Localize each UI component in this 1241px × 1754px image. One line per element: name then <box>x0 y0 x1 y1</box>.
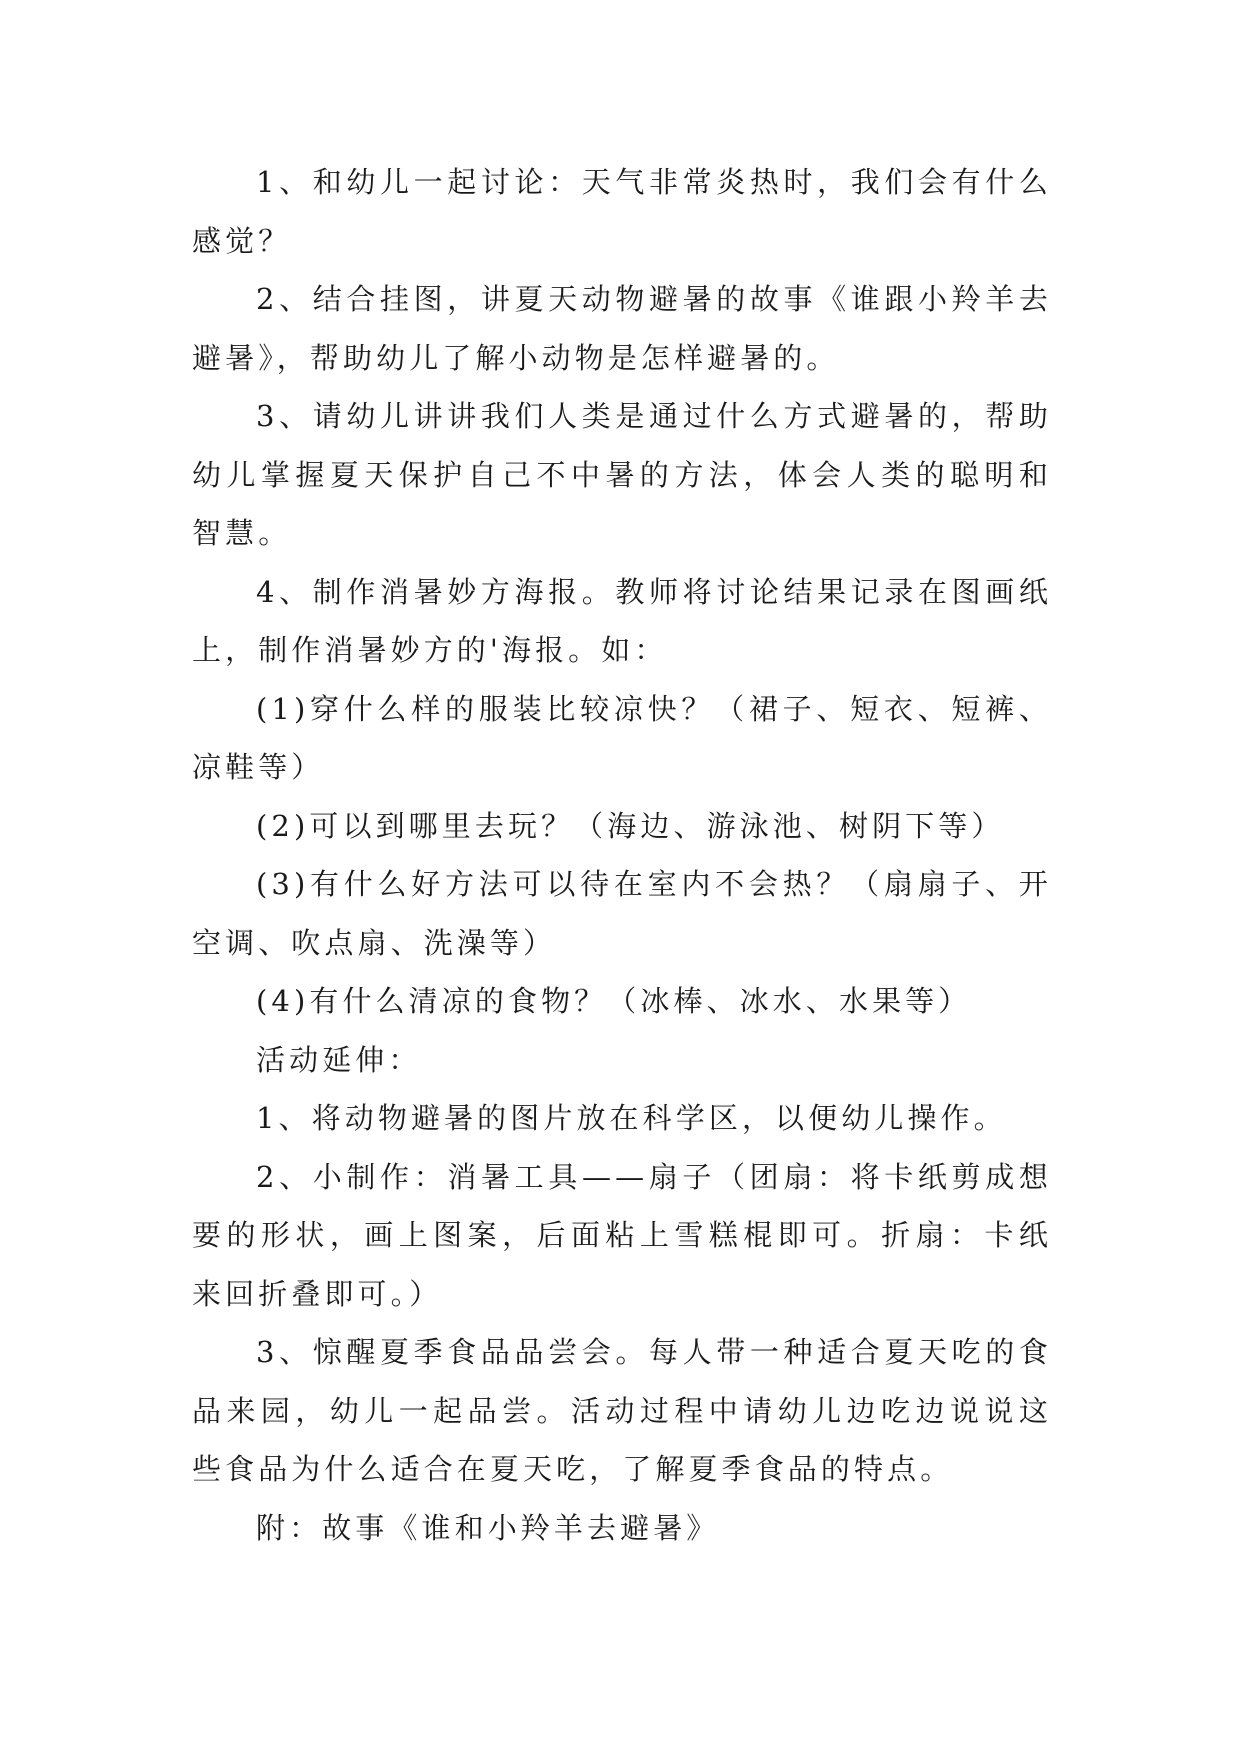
paragraph-extension-1: 1、将动物避暑的图片放在科学区，以便幼儿操作。 <box>256 1101 1007 1135</box>
paragraph-step-4: 4、制作消暑妙方海报。教师将讨论结果记录在图画纸上，制作消暑妙方的'海报。如： <box>192 574 1052 667</box>
section-heading-extension: 活动延伸： <box>256 1042 422 1077</box>
paragraph-step-1: 1、和幼儿一起讨论：天气非常炎热时，我们会有什么感觉？ <box>192 165 1052 258</box>
paragraph-extension-3: 3、惊醒夏季食品品尝会。每人带一种适合夏天吃的食品来园，幼儿一起品尝。活动过程中请幼儿边吃边说说这些食品为什么适合在夏天吃，了解夏季食品的特点。 <box>192 1335 1052 1486</box>
paragraph-item-2: (2)可以到哪里去玩？（海边、游泳池、树阴下等） <box>256 808 1005 843</box>
document-body <box>192 153 1052 1557</box>
paragraph-step-3: 3、请幼儿讲讲我们人类是通过什么方式避暑的，帮助幼儿掌握夏天保护自己不中暑的方法，体会人类的聪明和智慧。 <box>192 399 1052 550</box>
paragraph-step-2: 2、结合挂图，讲夏天动物避暑的故事《谁跟小羚羊去避暑》，帮助幼儿了解小动物是怎样避暑的。 <box>192 282 1052 375</box>
paragraph-item-1: (1)穿什么样的服装比较凉快？（裙子、短衣、短裤、凉鞋等） <box>192 691 1052 784</box>
paragraph-item-3: (3)有什么好方法可以待在室内不会热？（扇扇子、开空调、吹点扇、洗澡等） <box>192 867 1052 960</box>
paragraph-extension-2: 2、小制作：消暑工具——扇子（团扇：将卡纸剪成想要的形状，画上图案，后面粘上雪糕棍即可。折扇：卡纸来回折叠即可。） <box>192 1159 1052 1311</box>
appendix-story-title: 附：故事《谁和小羚羊去避暑》 <box>256 1510 720 1545</box>
paragraph-item-4: (4)有什么清凉的食物？（冰棒、冰水、水果等） <box>256 984 972 1018</box>
